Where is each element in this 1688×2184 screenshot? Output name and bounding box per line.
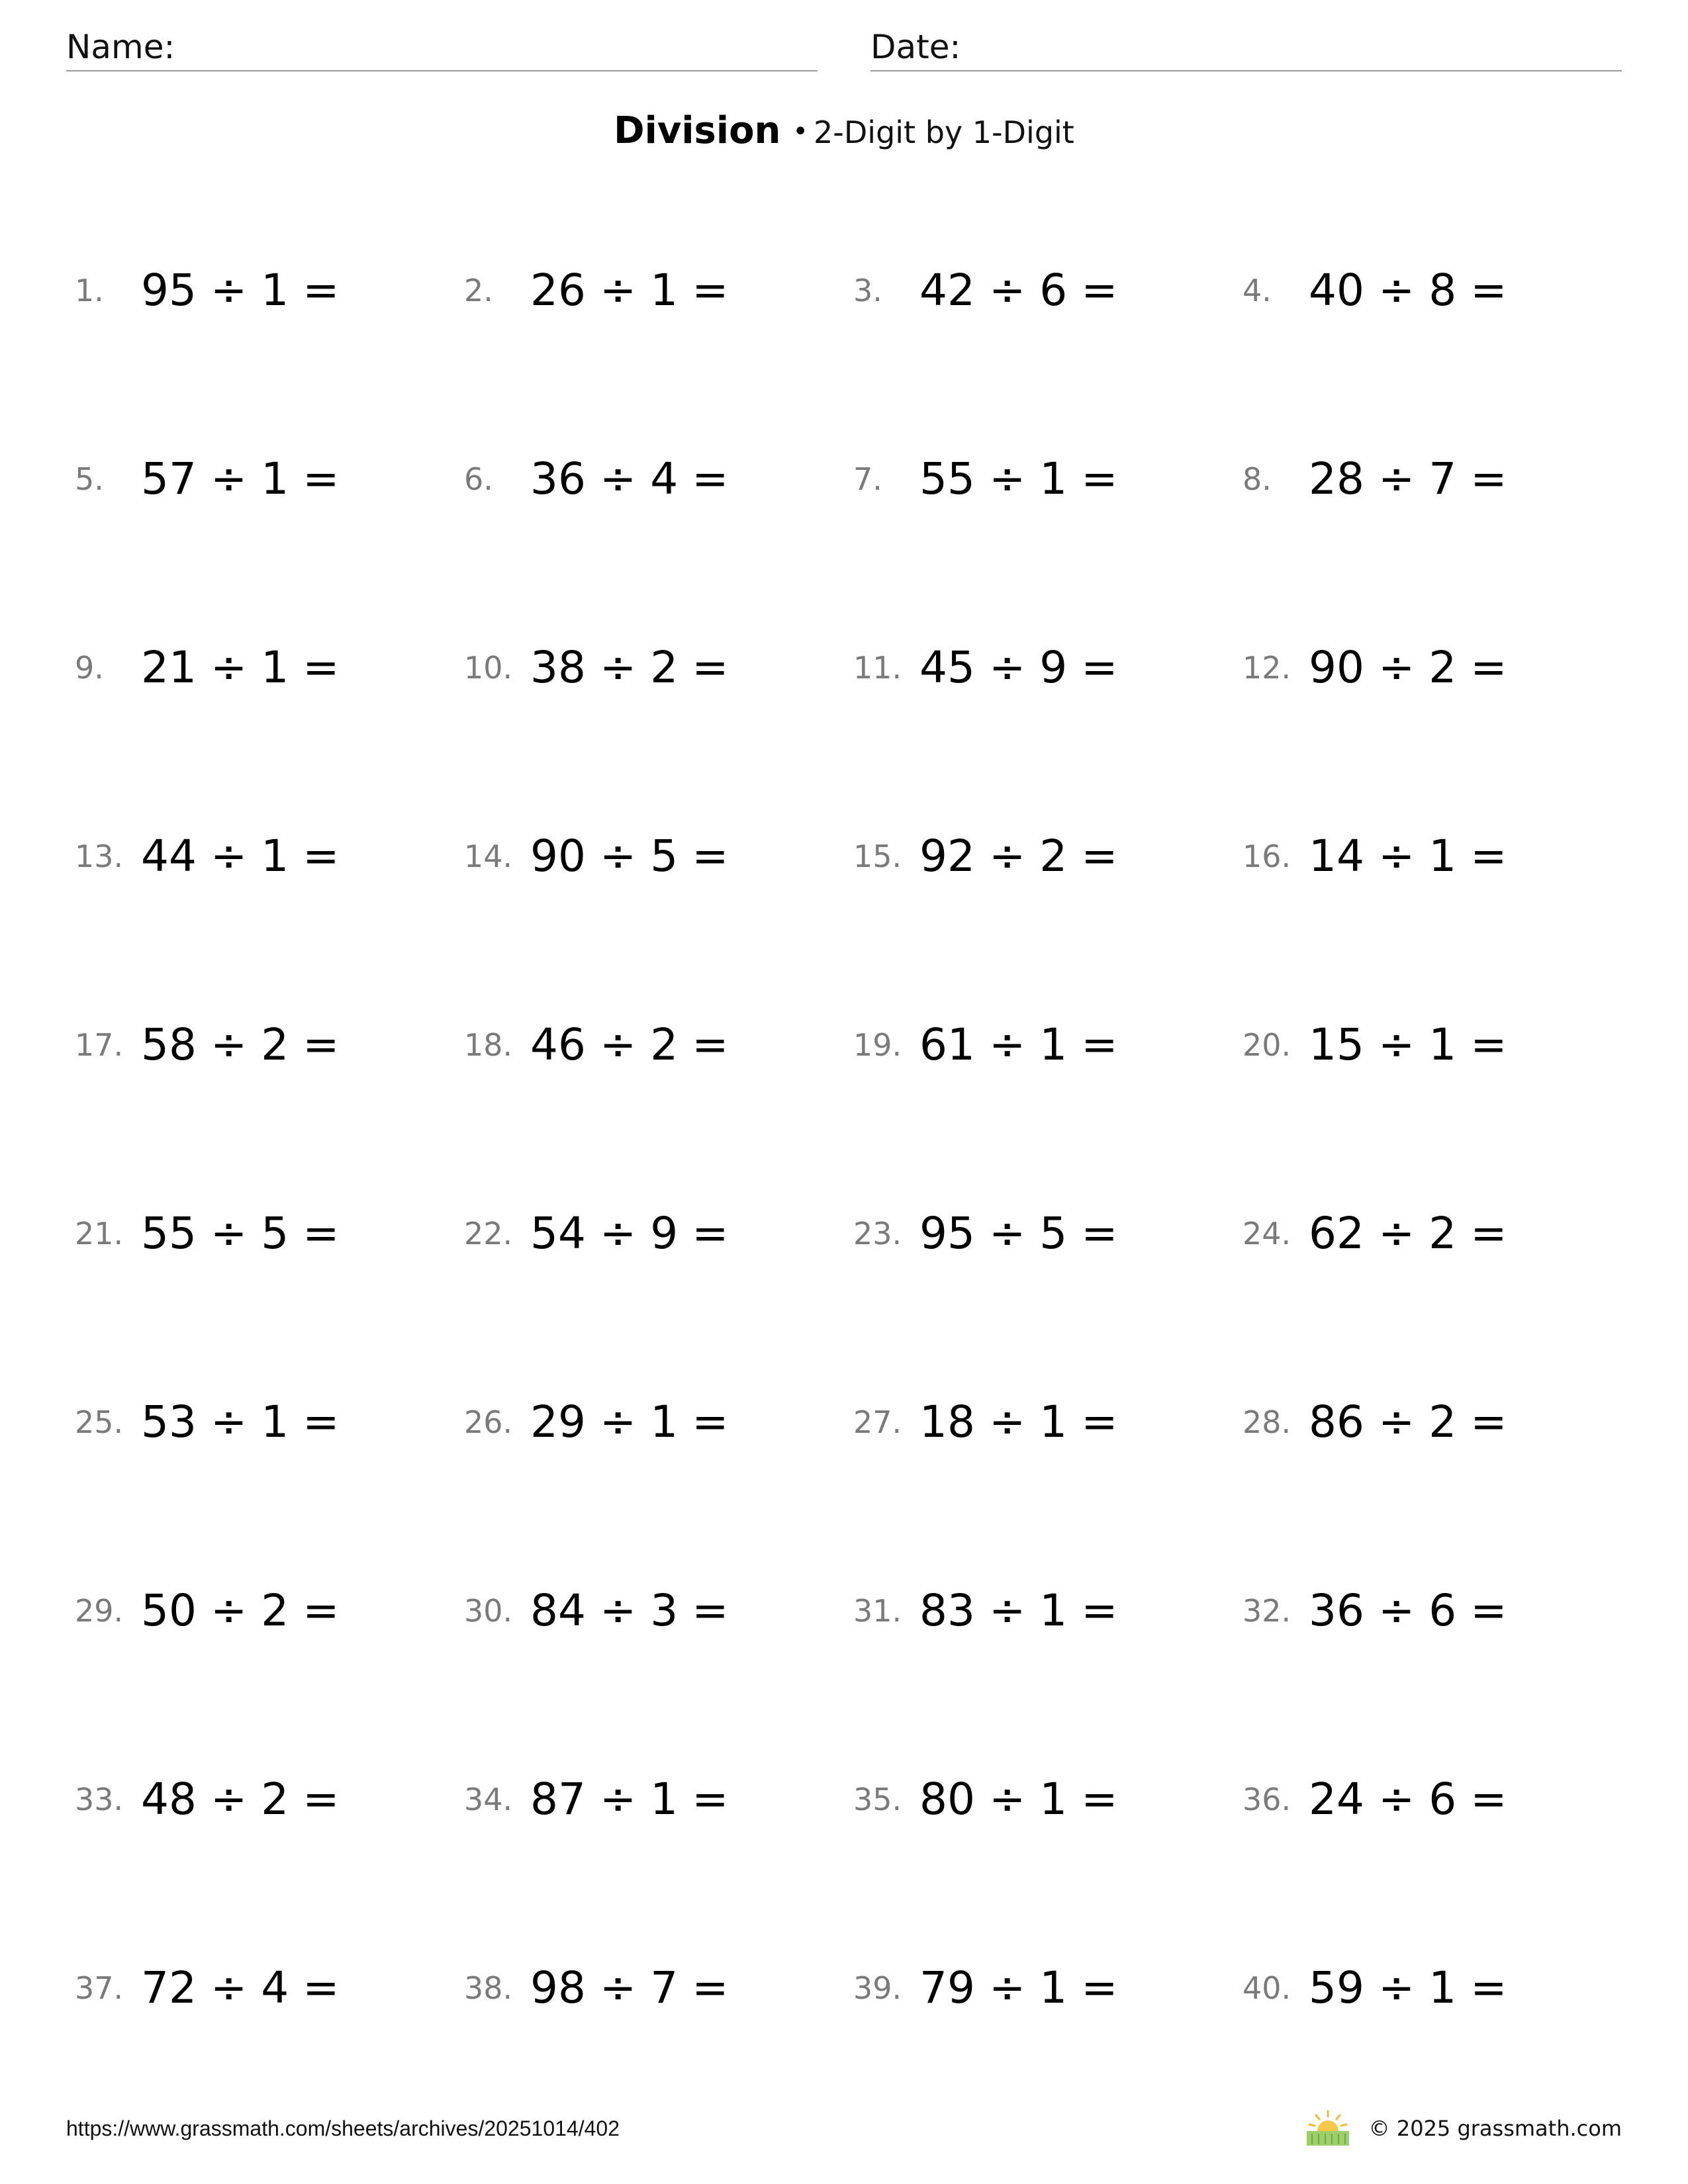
problem-expression: 98 ÷ 7 = — [530, 1962, 729, 2013]
problem-number: 34. — [464, 1782, 513, 1817]
problem-expression: 83 ÷ 1 = — [919, 1585, 1118, 1636]
footer-url: https://www.grassmath.com/sheets/archives/20251014/402 — [66, 2116, 620, 2140]
problem-expression: 84 ÷ 3 = — [530, 1585, 729, 1636]
problem-expression: 44 ÷ 1 = — [141, 831, 340, 882]
problem-number: 32. — [1243, 1593, 1291, 1629]
title-bullet: • — [792, 116, 808, 147]
problem-number: 4. — [1243, 273, 1272, 308]
problem-item — [75, 1766, 445, 1833]
problem-expression: 79 ÷ 1 = — [919, 1962, 1118, 2013]
title-main: Division — [614, 109, 781, 152]
problem-expression: 38 ÷ 2 = — [530, 642, 729, 693]
problem-number: 23. — [853, 1216, 902, 1251]
problem-number: 35. — [853, 1782, 902, 1817]
problem-number: 31. — [853, 1593, 902, 1629]
problem-item — [853, 1201, 1224, 1267]
problem-expression: 28 ÷ 7 = — [1309, 453, 1507, 504]
problem-expression: 45 ÷ 9 = — [919, 642, 1118, 693]
problem-number: 11. — [853, 650, 902, 686]
grass-sun-logo-icon — [1304, 2110, 1352, 2147]
problem-number: 10. — [464, 650, 513, 686]
problem-expression: 36 ÷ 6 = — [1309, 1585, 1507, 1636]
problem-item — [75, 1389, 445, 1455]
problem-number: 28. — [1243, 1404, 1291, 1440]
problem-number: 12. — [1243, 650, 1291, 686]
problem-item — [853, 1389, 1224, 1455]
problem-expression: 48 ÷ 2 = — [141, 1774, 340, 1825]
problem-number: 1. — [75, 273, 104, 308]
problem-number: 26. — [464, 1404, 513, 1440]
problem-expression: 90 ÷ 2 = — [1309, 642, 1507, 693]
problem-expression: 86 ÷ 2 = — [1309, 1396, 1507, 1447]
problem-item — [75, 1955, 445, 2021]
problem-number: 9. — [75, 650, 104, 686]
problem-number: 13. — [75, 839, 124, 874]
problem-item — [853, 1955, 1224, 2021]
problem-expression: 59 ÷ 1 = — [1309, 1962, 1507, 2013]
problem-expression: 54 ÷ 9 = — [530, 1208, 729, 1259]
problem-expression: 18 ÷ 1 = — [919, 1396, 1118, 1447]
problem-item — [75, 1578, 445, 1644]
problem-expression: 36 ÷ 4 = — [530, 453, 729, 504]
problem-number: 36. — [1243, 1782, 1291, 1817]
problem-item — [464, 1766, 835, 1833]
problem-item — [464, 1578, 835, 1644]
problem-number: 17. — [75, 1027, 124, 1063]
problem-expression: 87 ÷ 1 = — [530, 1774, 729, 1825]
problem-expression: 55 ÷ 1 = — [919, 453, 1118, 504]
problem-item — [464, 446, 835, 512]
problem-number: 15. — [853, 839, 902, 874]
problem-number: 33. — [75, 1782, 124, 1817]
footer-branding — [1304, 2109, 1622, 2148]
problem-item — [75, 1201, 445, 1267]
problem-number: 3. — [853, 273, 882, 308]
problem-item — [853, 257, 1224, 324]
title-subtitle: 2-Digit by 1-Digit — [814, 114, 1074, 150]
problem-item — [853, 1012, 1224, 1078]
problem-number: 39. — [853, 1970, 902, 2006]
problem-number: 37. — [75, 1970, 124, 2006]
problem-item — [75, 823, 445, 889]
problem-item — [464, 257, 835, 324]
problem-item — [464, 1201, 835, 1267]
problem-number: 8. — [1243, 461, 1272, 497]
problem-expression: 90 ÷ 5 = — [530, 831, 729, 882]
problem-number: 14. — [464, 839, 513, 874]
problem-item — [464, 1389, 835, 1455]
problem-expression: 46 ÷ 2 = — [530, 1019, 729, 1070]
problem-number: 5. — [75, 461, 104, 497]
problem-item — [1243, 1578, 1613, 1644]
problem-number: 38. — [464, 1970, 513, 2006]
problem-expression: 92 ÷ 2 = — [919, 831, 1118, 882]
problem-expression: 80 ÷ 1 = — [919, 1774, 1118, 1825]
problem-item — [1243, 1766, 1613, 1833]
problem-item — [1243, 1012, 1613, 1078]
problem-number: 21. — [75, 1216, 124, 1251]
problem-number: 20. — [1243, 1027, 1291, 1063]
name-field[interactable] — [66, 24, 818, 71]
problem-item — [853, 823, 1224, 889]
problem-item — [853, 635, 1224, 701]
problem-expression: 53 ÷ 1 = — [141, 1396, 340, 1447]
problem-number: 16. — [1243, 839, 1291, 874]
problem-expression: 62 ÷ 2 = — [1309, 1208, 1507, 1259]
problem-item — [75, 635, 445, 701]
problem-number: 6. — [464, 461, 493, 497]
problem-item — [1243, 1201, 1613, 1267]
footer-copyright: © 2025 grassmath.com — [1368, 2116, 1622, 2141]
problem-expression: 50 ÷ 2 = — [141, 1585, 340, 1636]
problem-item — [853, 1766, 1224, 1833]
problem-number: 7. — [853, 461, 882, 497]
problem-item — [1243, 823, 1613, 889]
problem-expression: 24 ÷ 6 = — [1309, 1774, 1507, 1825]
problem-item — [75, 1012, 445, 1078]
problem-expression: 72 ÷ 4 = — [141, 1962, 340, 2013]
problem-expression: 95 ÷ 1 = — [141, 265, 340, 316]
problem-expression: 14 ÷ 1 = — [1309, 831, 1507, 882]
problem-expression: 55 ÷ 5 = — [141, 1208, 340, 1259]
name-label: Name: — [66, 28, 175, 66]
problem-item — [1243, 446, 1613, 512]
problem-expression: 21 ÷ 1 = — [141, 642, 340, 693]
problem-expression: 95 ÷ 5 = — [919, 1208, 1118, 1259]
problem-number: 24. — [1243, 1216, 1291, 1251]
problem-expression: 40 ÷ 8 = — [1309, 265, 1507, 316]
problem-item — [1243, 1389, 1613, 1455]
problem-number: 30. — [464, 1593, 513, 1629]
problem-item — [75, 257, 445, 324]
problem-item — [464, 1955, 835, 2021]
date-field[interactable] — [870, 24, 1622, 71]
problem-expression: 57 ÷ 1 = — [141, 453, 340, 504]
problem-item — [1243, 635, 1613, 701]
problem-item — [1243, 1955, 1613, 2021]
problem-item — [464, 635, 835, 701]
problem-number: 18. — [464, 1027, 513, 1063]
problem-number: 27. — [853, 1404, 902, 1440]
problem-number: 19. — [853, 1027, 902, 1063]
problem-item — [464, 823, 835, 889]
problem-expression: 29 ÷ 1 = — [530, 1396, 729, 1447]
problem-item — [853, 446, 1224, 512]
problem-item — [75, 446, 445, 512]
date-label: Date: — [870, 28, 961, 66]
problem-expression: 15 ÷ 1 = — [1309, 1019, 1507, 1070]
problem-item — [1243, 257, 1613, 324]
problem-expression: 58 ÷ 2 = — [141, 1019, 340, 1070]
problem-number: 29. — [75, 1593, 124, 1629]
problem-number: 22. — [464, 1216, 513, 1251]
problem-expression: 26 ÷ 1 = — [530, 265, 729, 316]
problem-expression: 61 ÷ 1 = — [919, 1019, 1118, 1070]
worksheet-title — [0, 105, 1688, 166]
problem-number: 40. — [1243, 1970, 1291, 2006]
problem-item — [464, 1012, 835, 1078]
problem-number: 2. — [464, 273, 493, 308]
problem-number: 25. — [75, 1404, 124, 1440]
problem-item — [853, 1578, 1224, 1644]
problem-expression: 42 ÷ 6 = — [919, 265, 1118, 316]
